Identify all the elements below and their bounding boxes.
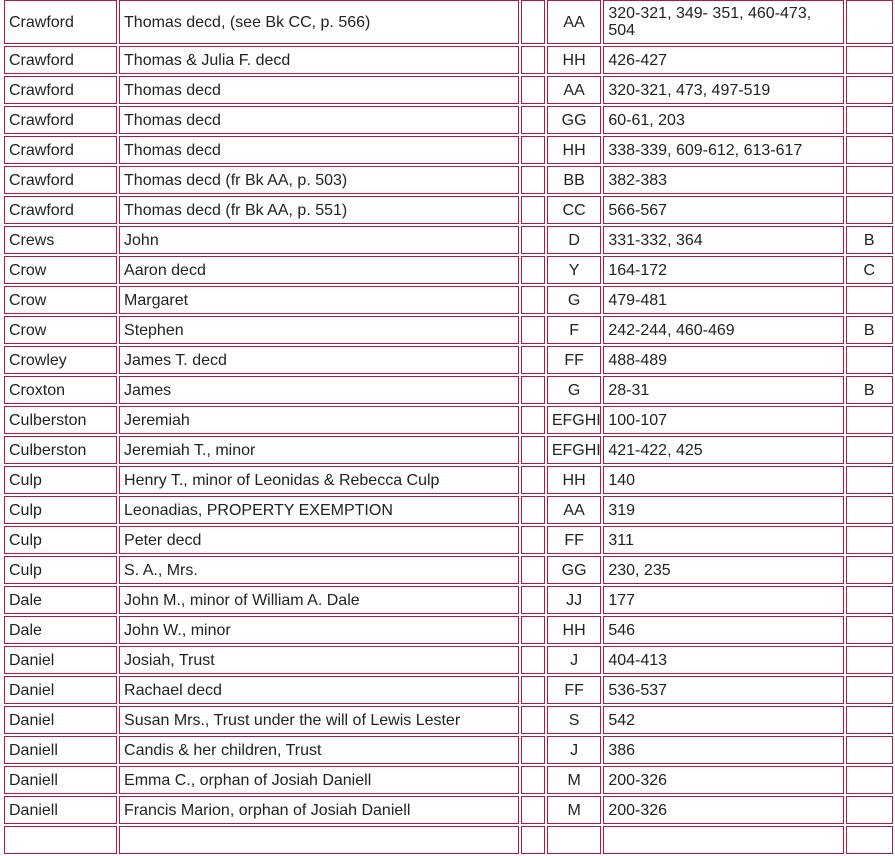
note-cell [846,796,893,824]
note-cell [846,346,893,374]
blank-cell [521,256,545,284]
given-name-cell: Aaron decd [119,256,519,284]
given-name-cell: John W., minor [119,616,519,644]
table-row [4,646,893,674]
given-name-cell: James T. decd [119,346,519,374]
given-name-cell: Jeremiah T., minor [119,436,519,464]
pages-cell: 177 [603,586,843,614]
surname-cell: Daniell [4,736,117,764]
index-table [2,0,895,856]
table-row [4,196,893,224]
surname-cell: Crawford [4,46,117,74]
pages-cell: 319 [603,496,843,524]
blank-cell [521,286,545,314]
surname-cell: Culp [4,556,117,584]
table-row [4,376,893,404]
surname-cell: Crow [4,316,117,344]
book-cell: D [547,226,601,254]
surname-cell: Crawford [4,76,117,104]
blank-cell [521,826,545,854]
surname-cell: Daniell [4,766,117,794]
book-cell: M [547,796,601,824]
note-cell [846,106,893,134]
table-row [4,526,893,554]
book-cell: HH [547,466,601,494]
pages-cell: 60-61, 203 [603,106,843,134]
book-cell: HH [547,616,601,644]
surname-cell: Dale [4,586,117,614]
book-cell: EFGHI [547,406,601,434]
surname-cell: Crawford [4,106,117,134]
table-row [4,286,893,314]
blank-cell [521,376,545,404]
blank-cell [521,76,545,104]
blank-cell [521,316,545,344]
given-name-cell: Thomas decd [119,106,519,134]
given-name-cell: Leonadias, PROPERTY EXEMPTION [119,496,519,524]
given-name-cell: James [119,376,519,404]
note-cell [846,706,893,734]
given-name-cell: Stephen [119,316,519,344]
book-cell: AA [547,0,601,44]
note-cell [846,196,893,224]
book-cell: AA [547,76,601,104]
given-name-cell: Josiah, Trust [119,646,519,674]
table-row [4,346,893,374]
given-name-cell: S. A., Mrs. [119,556,519,584]
table-row [4,676,893,704]
given-name-cell: Francis Marion, orphan of Josiah Daniell [119,796,519,824]
given-name-cell: Thomas decd (fr Bk AA, p. 551) [119,196,519,224]
book-cell: J [547,736,601,764]
pages-cell: 311 [603,526,843,554]
table-row [4,736,893,764]
book-cell: M [547,766,601,794]
pages-cell: 382-383 [603,166,843,194]
surname-cell: Culberston [4,406,117,434]
pages-cell: 230, 235 [603,556,843,584]
pages-cell: 386 [603,736,843,764]
pages-cell: 404-413 [603,646,843,674]
blank-cell [521,46,545,74]
surname-cell: Crawford [4,136,117,164]
note-cell [846,436,893,464]
pages-cell: 421-422, 425 [603,436,843,464]
blank-cell [521,346,545,374]
table-row [4,616,893,644]
note-cell [846,766,893,794]
surname-cell: Croxton [4,376,117,404]
surname-cell: Daniel [4,646,117,674]
blank-cell [521,406,545,434]
table-row [4,106,893,134]
table-row [4,466,893,494]
surname-cell: Culp [4,466,117,494]
pages-cell: 200-326 [603,796,843,824]
note-cell: B [846,226,893,254]
table-row [4,226,893,254]
book-cell: AA [547,496,601,524]
given-name-cell: Peter decd [119,526,519,554]
table-row [4,826,893,854]
surname-cell: Crow [4,256,117,284]
note-cell [846,826,893,854]
surname-cell: Culp [4,496,117,524]
given-name-cell: Jeremiah [119,406,519,434]
table-row [4,766,893,794]
surname-cell: Culberston [4,436,117,464]
blank-cell [521,106,545,134]
pages-cell: 488-489 [603,346,843,374]
note-cell [846,676,893,704]
pages-cell: 320-321, 473, 497-519 [603,76,843,104]
pages-cell: 426-427 [603,46,843,74]
note-cell [846,736,893,764]
blank-cell [521,736,545,764]
book-cell: EFGHI [547,436,601,464]
blank-cell [521,796,545,824]
surname-cell: Crawford [4,196,117,224]
pages-cell: 164-172 [603,256,843,284]
book-cell: GG [547,556,601,584]
given-name-cell: Margaret [119,286,519,314]
table-row [4,436,893,464]
pages-cell: 542 [603,706,843,734]
table-row [4,256,893,284]
blank-cell [521,646,545,674]
pages-cell [603,826,843,854]
table-row [4,586,893,614]
given-name-cell: Thomas decd (fr Bk AA, p. 503) [119,166,519,194]
index-table-body [4,0,893,854]
pages-cell: 320-321, 349- 351, 460-473, 504 [603,0,843,44]
blank-cell [521,496,545,524]
table-row [4,556,893,584]
note-cell [846,526,893,554]
given-name-cell: Candis & her children, Trust [119,736,519,764]
given-name-cell: Henry T., minor of Leonidas & Rebecca Culp [119,466,519,494]
note-cell [846,616,893,644]
note-cell: B [846,376,893,404]
table-row [4,0,893,44]
note-cell [846,0,893,44]
note-cell [846,46,893,74]
pages-cell: 566-567 [603,196,843,224]
pages-cell: 536-537 [603,676,843,704]
blank-cell [521,436,545,464]
book-cell: FF [547,346,601,374]
blank-cell [521,226,545,254]
given-name-cell: Thomas & Julia F. decd [119,46,519,74]
note-cell: B [846,316,893,344]
given-name-cell: Thomas decd [119,136,519,164]
surname-cell: Daniel [4,676,117,704]
blank-cell [521,466,545,494]
blank-cell [521,616,545,644]
book-cell: CC [547,196,601,224]
book-cell: J [547,646,601,674]
pages-cell: 140 [603,466,843,494]
given-name-cell: Thomas decd [119,76,519,104]
blank-cell [521,526,545,554]
book-cell: JJ [547,586,601,614]
table-row [4,496,893,524]
book-cell [547,826,601,854]
given-name-cell: Emma C., orphan of Josiah Daniell [119,766,519,794]
blank-cell [521,766,545,794]
blank-cell [521,136,545,164]
blank-cell [521,196,545,224]
note-cell [846,586,893,614]
pages-cell: 331-332, 364 [603,226,843,254]
book-cell: G [547,376,601,404]
table-row [4,46,893,74]
note-cell [846,166,893,194]
given-name-cell [119,826,519,854]
blank-cell [521,166,545,194]
table-row [4,796,893,824]
book-cell: G [547,286,601,314]
note-cell [846,556,893,584]
book-cell: Y [547,256,601,284]
book-cell: FF [547,676,601,704]
book-cell: BB [547,166,601,194]
book-cell: S [547,706,601,734]
table-row [4,316,893,344]
book-cell: HH [547,46,601,74]
given-name-cell: John [119,226,519,254]
blank-cell [521,706,545,734]
pages-cell: 28-31 [603,376,843,404]
surname-cell: Crews [4,226,117,254]
book-cell: FF [547,526,601,554]
pages-cell: 338-339, 609-612, 613-617 [603,136,843,164]
note-cell [846,76,893,104]
blank-cell [521,556,545,584]
given-name-cell: Thomas decd, (see Bk CC, p. 566) [119,0,519,44]
note-cell [846,286,893,314]
blank-cell [521,676,545,704]
table-row [4,166,893,194]
book-cell: HH [547,136,601,164]
pages-cell: 200-326 [603,766,843,794]
surname-cell: Culp [4,526,117,554]
blank-cell [521,586,545,614]
surname-cell: Crawford [4,0,117,44]
note-cell [846,466,893,494]
table-row [4,706,893,734]
table-row [4,136,893,164]
given-name-cell: Rachael decd [119,676,519,704]
surname-cell: Crowley [4,346,117,374]
note-cell [846,136,893,164]
surname-cell [4,826,117,854]
pages-cell: 100-107 [603,406,843,434]
surname-cell: Dale [4,616,117,644]
surname-cell: Crawford [4,166,117,194]
blank-cell [521,0,545,44]
pages-cell: 242-244, 460-469 [603,316,843,344]
pages-cell: 479-481 [603,286,843,314]
surname-cell: Crow [4,286,117,314]
given-name-cell: Susan Mrs., Trust under the will of Lewis Lester [119,706,519,734]
book-cell: GG [547,106,601,134]
note-cell [846,406,893,434]
pages-cell: 546 [603,616,843,644]
given-name-cell: John M., minor of William A. Dale [119,586,519,614]
note-cell: C [846,256,893,284]
table-row [4,76,893,104]
surname-cell: Daniell [4,796,117,824]
table-row [4,406,893,434]
surname-cell: Daniel [4,706,117,734]
note-cell [846,496,893,524]
note-cell [846,646,893,674]
book-cell: F [547,316,601,344]
